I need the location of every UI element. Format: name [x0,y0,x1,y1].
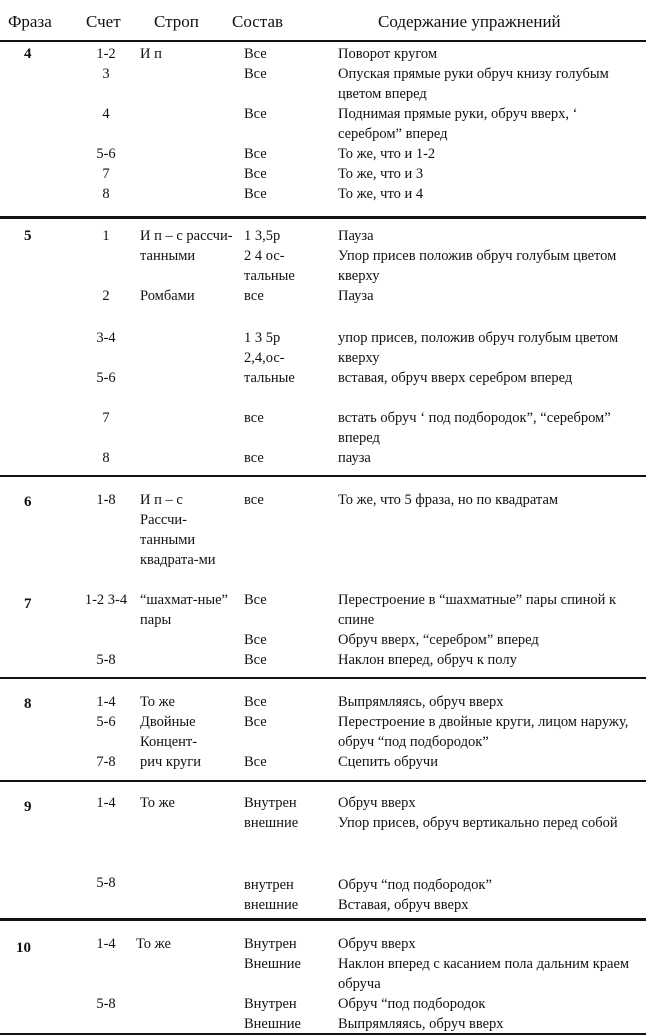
schet-cell: 5-6 [96,370,116,386]
sostav-cell: Все [244,632,267,648]
header-content: Содержание упражнений [378,12,561,31]
divider [0,780,646,782]
strop-cell: То же [140,795,175,811]
sostav-cell: 2 4 ос-тальные [244,248,295,284]
fraza-number: 9 [24,799,32,815]
schet-cell: 1 [102,228,110,244]
sostav-cell: Все [244,754,267,770]
schet-cell: 7 [102,410,110,426]
schet-cell: 1-2 3-4 [84,592,128,608]
sostav-cell: Внутрен [244,996,297,1012]
sostav-cell: 1 3,5р [244,228,281,244]
schet-cell: 5-6 [96,714,116,730]
sostav-cell: Все [244,186,267,202]
strop-cell: Двойные Концент- [140,714,198,750]
content-cell: Выпрямляясь, обруч вверх [338,694,504,710]
strop-cell: И п – с Рассчи-танными квадрата-ми [140,492,216,568]
fraza-number: 8 [24,696,32,712]
content-cell: Обруч вверх [338,936,416,952]
strop-cell: “шахмат-ные” пары [140,592,228,628]
schet-cell: 1-4 [96,795,116,811]
schet-cell: 8 [102,450,110,466]
sostav-cell: Все [244,592,267,608]
schet-cell: 5-8 [96,996,116,1012]
schet-cell: 1-8 [96,492,116,508]
content-cell: Поднимая прямые руки, обруч вверх, ‘ серебром” вперед [338,106,578,142]
table-header [0,0,646,40]
content-cell: Поворот кругом [338,46,438,62]
sostav-cell: Все [244,166,267,182]
sostav-cell: все [244,288,264,304]
sostav-cell: внешние [244,897,299,913]
content-cell: Упор присев положив обруч голубым цветом кверху [338,248,617,284]
schet-cell: 7-8 [96,754,116,770]
fraza-number: 6 [24,494,32,510]
divider [0,677,646,679]
sostav-cell: Внутрен [244,795,297,811]
content-cell: То же, что и 4 [338,186,424,202]
schet-cell: 5-8 [96,875,116,891]
sostav-cell: Все [244,714,267,730]
content-cell: Перестроение в двойные круги, лицом наружу, обруч “под подбородок” [338,714,629,750]
divider [0,918,646,921]
sostav-cell: все [244,410,264,426]
sostav-cell: все [244,450,264,466]
fraza-number: 4 [24,46,32,62]
strop-cell: И п – с рассчи-танными [140,228,233,264]
content-cell: Вставая, обруч вверх [338,897,469,913]
divider [0,475,646,477]
content-cell: Обруч “под подбородок” [338,877,492,893]
strop-cell: Ромбами [140,288,195,304]
content-cell: Сцепить обручи [338,754,438,770]
sostav-cell: Все [244,66,267,82]
content-cell: Наклон вперед с касанием пола дальним краем обруча [338,956,630,992]
schet-cell: 1-2 [96,46,116,62]
content-cell: То же, что 5 фраза, но по квадратам [338,492,559,508]
strop-cell: И п [140,46,162,62]
divider [0,1033,646,1035]
divider [0,216,646,219]
sostav-cell: Внешние [244,956,301,972]
header-schet: Счет [86,12,121,31]
content-cell: вставая, обруч вверх серебром вперед [338,370,573,386]
header-fraza: Фраза [8,12,52,31]
schet-cell: 1-4 [96,936,116,952]
content-cell: Выпрямляясь, обруч вверх [338,1016,504,1032]
sostav-cell: внутрен [244,877,294,893]
schet-cell: 3-4 [96,330,116,346]
schet-cell: 1-4 [96,694,116,710]
strop-cell: рич круги [140,754,201,770]
content-cell: Обруч “под подбородок [338,996,486,1012]
schet-cell: 4 [102,106,110,122]
sostav-cell: тальные [244,370,295,386]
sostav-cell: Все [244,146,267,162]
sostav-cell: 1 3 5р 2,4,ос- [244,330,285,366]
content-cell: Опуская прямые руки обруч книзу голубым цветом вперед [338,66,609,102]
content-cell: Пауза [338,288,374,304]
content-cell: Обруч вверх, “серебром” вперед [338,632,539,648]
content-cell: упор присев, положив обруч голубым цветом кверху [338,330,619,366]
header-sostav: Состав [232,12,284,31]
content-cell: Пауза [338,228,374,244]
content-cell: Упор присев, обруч вертикально перед собой [338,815,618,831]
sostav-cell: внешние [244,815,299,831]
sostav-cell: Все [244,106,267,122]
content-cell: встать обруч ‘ под подбородок”, “серебром” вперед [338,410,611,446]
divider [0,40,646,42]
sostav-cell: Все [244,46,267,62]
schet-cell: 5-8 [96,652,116,668]
schet-cell: 8 [102,186,110,202]
fraza-number: 7 [24,596,32,612]
schet-cell: 5-6 [96,146,116,162]
schet-cell: 7 [102,166,110,182]
content-cell: пауза [338,450,371,466]
sostav-cell: Все [244,652,267,668]
fraza-number: 10 [16,940,31,956]
sostav-cell: Все [244,694,267,710]
schet-cell: 2 [102,288,110,304]
content-cell: Перестроение в “шахматные” пары спиной к спине [338,592,617,628]
sostav-cell: Внутрен [244,936,297,952]
sostav-cell: Внешние [244,1016,301,1032]
content-cell: Обруч вверх [338,795,416,811]
strop-cell: То же [136,936,171,952]
schet-cell: 3 [102,66,110,82]
content-cell: То же, что и 3 [338,166,424,182]
content-cell: Наклон вперед, обруч к полу [338,652,517,668]
content-cell: То же, что и 1-2 [338,146,436,162]
strop-cell: То же [140,694,175,710]
header-strop: Строп [154,12,199,31]
sostav-cell: все [244,492,264,508]
fraza-number: 5 [24,228,32,244]
